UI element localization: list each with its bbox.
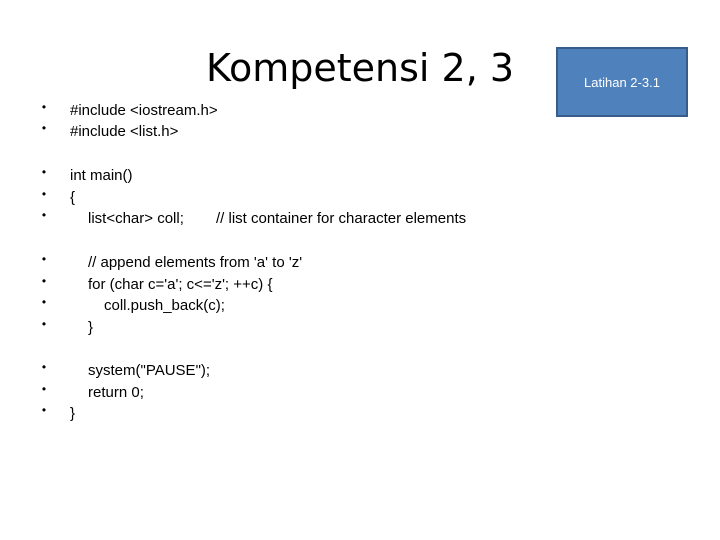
- badge-label: Latihan 2-3.1: [584, 74, 660, 90]
- code-line-6: // append elements from 'a' to 'z': [88, 254, 303, 271]
- bullet-icon: •: [41, 100, 47, 114]
- bullet-icon: •: [41, 295, 47, 309]
- code-line-8: coll.push_back(c);: [104, 297, 225, 314]
- bullet-icon: •: [41, 360, 47, 374]
- code-line-9: }: [88, 319, 94, 336]
- latihan-badge: [556, 47, 688, 117]
- bullet-icon: •: [41, 403, 47, 417]
- bullet-icon: •: [41, 252, 47, 266]
- code-line-4: {: [70, 189, 76, 206]
- code-line-3: int main(): [70, 167, 133, 184]
- code-line-7: for (char c='a'; c<='z'; ++c) {: [88, 276, 273, 293]
- code-line-11: return 0;: [88, 384, 144, 401]
- code-comment-5: // list container for character elements: [216, 210, 467, 227]
- bullet-icon: •: [41, 274, 47, 288]
- bullet-icon: •: [41, 208, 47, 222]
- bullet-icon: •: [41, 382, 47, 396]
- bullet-icon: •: [41, 317, 47, 331]
- code-line-2: #include <list.h>: [70, 123, 179, 140]
- bullet-icon: •: [41, 187, 47, 201]
- code-line-12: }: [70, 405, 76, 422]
- code-line-1: #include <iostream.h>: [70, 102, 218, 119]
- bullet-icon: •: [41, 121, 47, 135]
- slide-title: Kompetensi 2, 3: [205, 46, 515, 90]
- code-line-5: list<char> coll;: [88, 210, 184, 227]
- bullet-icon: •: [41, 165, 47, 179]
- code-line-10: system("PAUSE");: [88, 362, 211, 379]
